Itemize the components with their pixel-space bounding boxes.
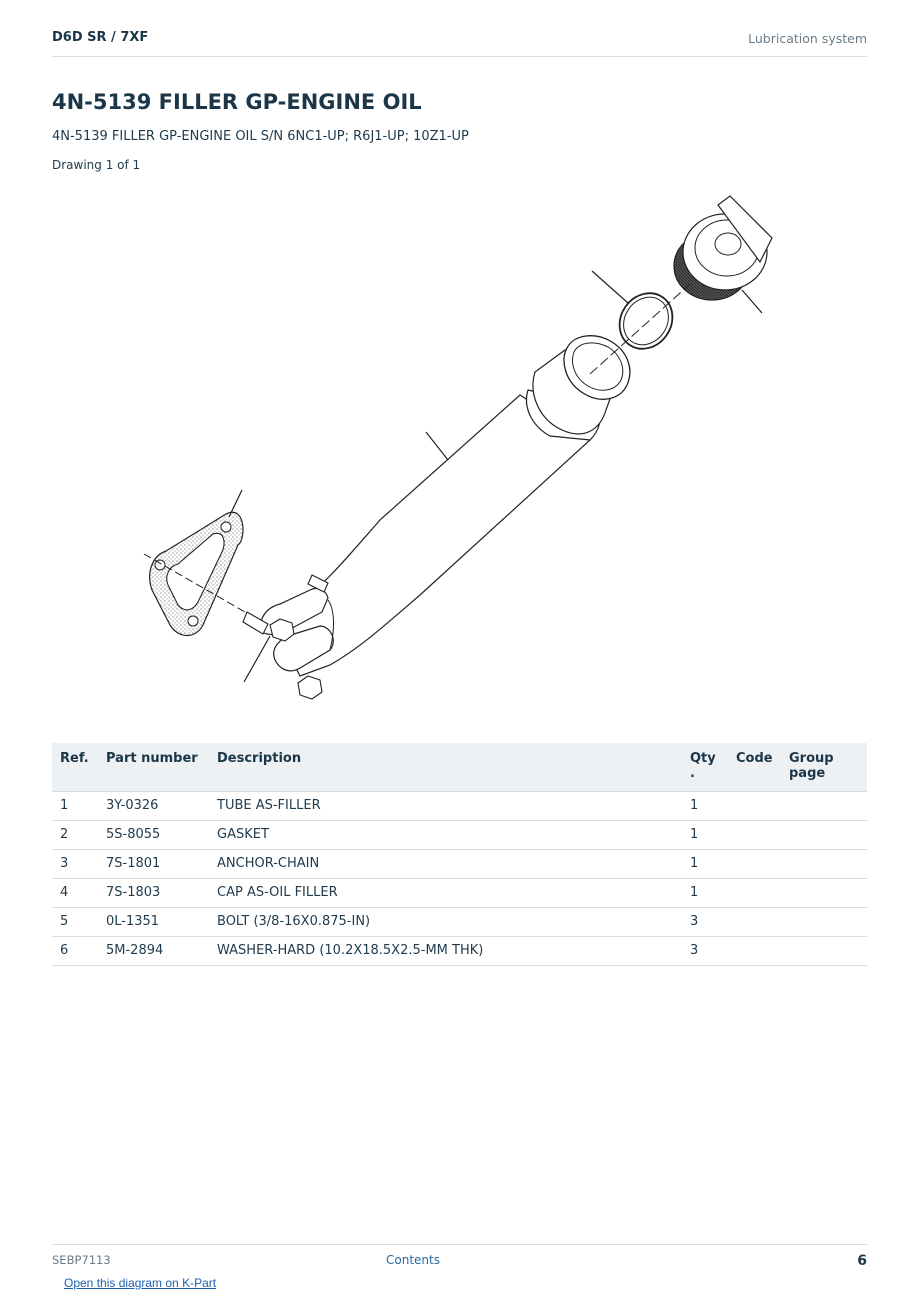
table-row xyxy=(52,792,867,821)
cell-qty: 3 xyxy=(682,937,728,966)
cell-code xyxy=(728,792,781,821)
page-footer xyxy=(52,1244,867,1269)
cell-ref: 5 xyxy=(52,908,98,937)
document-number: SEBP7113 xyxy=(52,1253,111,1267)
cell-description: WASHER-HARD (10.2X18.5X2.5-MM THK) xyxy=(209,937,682,966)
contents-link[interactable]: Contents xyxy=(386,1253,440,1267)
cell-group-page xyxy=(781,908,867,937)
cell-qty: 3 xyxy=(682,908,728,937)
table-row xyxy=(52,908,867,937)
cell-group-page xyxy=(781,937,867,966)
filler-tube-drawing xyxy=(261,336,630,676)
cell-group-page xyxy=(781,879,867,908)
cell-ref: 2 xyxy=(52,821,98,850)
cell-ref: 3 xyxy=(52,850,98,879)
drawing-label: Drawing 1 of 1 xyxy=(52,158,141,172)
cell-group-page xyxy=(781,850,867,879)
page-header xyxy=(52,28,867,57)
parts-table xyxy=(52,743,867,966)
page-title: 4N-5139 FILLER GP-ENGINE OIL xyxy=(52,90,422,114)
cell-qty: 1 xyxy=(682,821,728,850)
cell-description: BOLT (3/8-16X0.875-IN) xyxy=(209,908,682,937)
machine-model: D6D SR / 7XF xyxy=(52,30,149,45)
page-subtitle: 4N-5139 FILLER GP-ENGINE OIL S/N 6NC1-UP; R6J1-UP; 10Z1-UP xyxy=(52,129,469,144)
cell-ref: 6 xyxy=(52,937,98,966)
cell-qty: 1 xyxy=(682,792,728,821)
cell-part-number: 5S-8055 xyxy=(98,821,209,850)
table-row xyxy=(52,850,867,879)
cell-code xyxy=(728,879,781,908)
table-row xyxy=(52,821,867,850)
header-qty xyxy=(682,743,728,792)
cell-code xyxy=(728,937,781,966)
cell-description: TUBE AS-FILLER xyxy=(209,792,682,821)
table-header-row xyxy=(52,743,867,792)
cell-description: ANCHOR-CHAIN xyxy=(209,850,682,879)
table-row xyxy=(52,937,867,966)
header-qty-line1: Qty xyxy=(690,751,716,766)
header-part-number: Part number xyxy=(98,743,209,792)
cell-code xyxy=(728,908,781,937)
cell-part-number: 5M-2894 xyxy=(98,937,209,966)
cell-ref: 4 xyxy=(52,879,98,908)
cell-group-page xyxy=(781,821,867,850)
parts-diagram xyxy=(52,185,867,725)
page-number: 6 xyxy=(857,1253,867,1269)
cell-code xyxy=(728,850,781,879)
cell-part-number: 0L-1351 xyxy=(98,908,209,937)
cell-ref: 1 xyxy=(52,792,98,821)
header-group-page xyxy=(781,743,867,792)
cell-part-number: 7S-1801 xyxy=(98,850,209,879)
cell-part-number: 3Y-0326 xyxy=(98,792,209,821)
header-qty-line2: . xyxy=(690,766,695,781)
oil-filler-cap-drawing xyxy=(674,196,772,300)
table-row xyxy=(52,879,867,908)
open-k-part-link[interactable]: Open this diagram on K-Part xyxy=(64,1276,217,1290)
cell-part-number: 7S-1803 xyxy=(98,879,209,908)
section-name: Lubrication system xyxy=(748,31,867,46)
cell-code xyxy=(728,821,781,850)
gasket-drawing xyxy=(150,512,243,635)
header-ref: Ref. xyxy=(52,743,98,792)
cell-qty: 1 xyxy=(682,850,728,879)
header-code: Code xyxy=(728,743,781,792)
cell-qty: 1 xyxy=(682,879,728,908)
cell-group-page xyxy=(781,792,867,821)
cell-description: CAP AS-OIL FILLER xyxy=(209,879,682,908)
header-description: Description xyxy=(209,743,682,792)
cell-description: GASKET xyxy=(209,821,682,850)
header-group-line2: page xyxy=(789,766,826,781)
header-group-line1: Group xyxy=(789,751,834,766)
